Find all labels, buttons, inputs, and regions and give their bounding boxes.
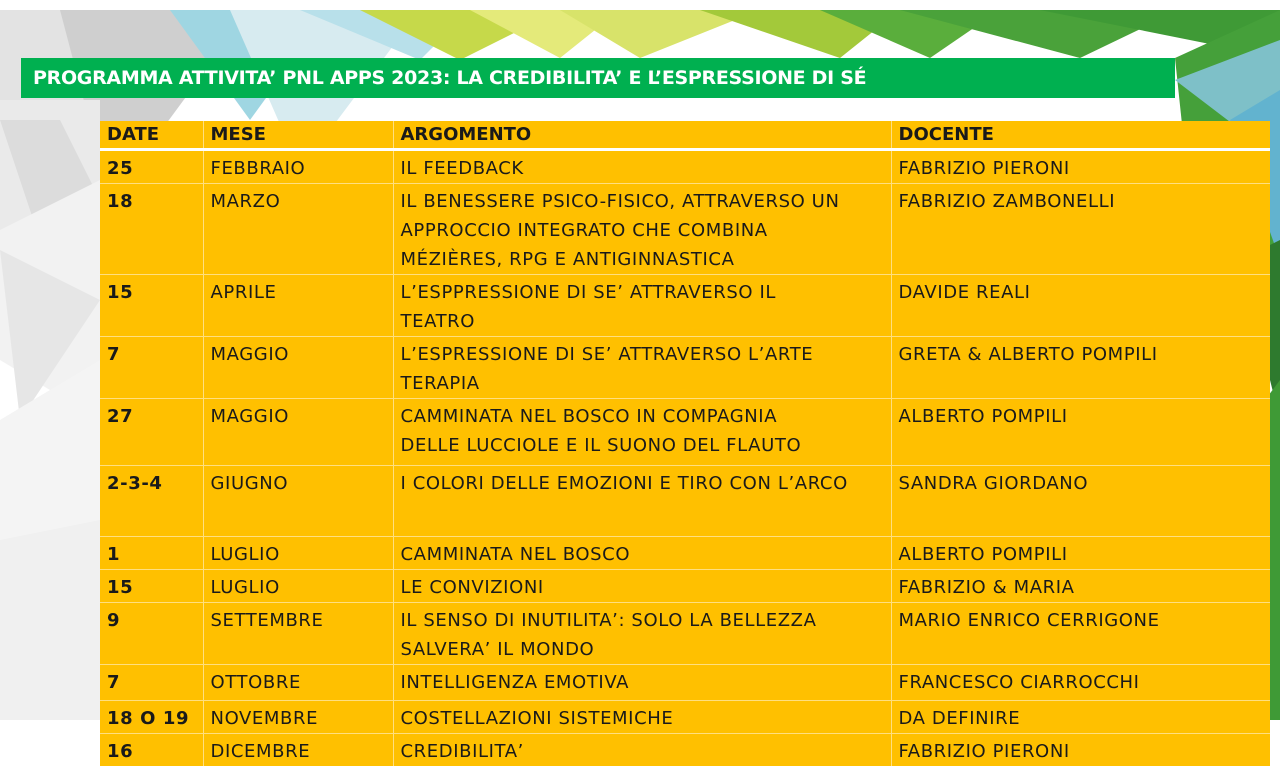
cell-mese: APRILE — [203, 275, 393, 337]
table-row — [100, 150, 1270, 184]
table-row — [100, 184, 1270, 275]
cell-mese: GIUGNO — [203, 466, 393, 537]
argomento-line: LE CONVIZIONI — [401, 573, 884, 602]
table-row — [100, 734, 1270, 766]
cell-mese: LUGLIO — [203, 570, 393, 603]
argomento-line: CAMMINATA NEL BOSCO IN COMPAGNIA — [401, 402, 884, 431]
cell-docente: DA DEFINIRE — [891, 701, 1270, 734]
cell-docente: DAVIDE REALI — [891, 275, 1270, 337]
cell-docente: FABRIZIO PIERONI — [891, 734, 1270, 766]
cell-argomento — [393, 337, 891, 399]
cell-date: 2-3-4 — [100, 466, 203, 537]
cell-docente: FABRIZIO ZAMBONELLI — [891, 184, 1270, 275]
argomento-line: INTELLIGENZA EMOTIVA — [401, 668, 884, 697]
cell-docente: SANDRA GIORDANO — [891, 466, 1270, 537]
cell-docente: FABRIZIO PIERONI — [891, 150, 1270, 184]
cell-date: 27 — [100, 399, 203, 466]
cell-docente: ALBERTO POMPILI — [891, 399, 1270, 466]
argomento-line: TERAPIA — [401, 369, 884, 398]
cell-mese: FEBBRAIO — [203, 150, 393, 184]
cell-mese: MAGGIO — [203, 399, 393, 466]
cell-mese: DICEMBRE — [203, 734, 393, 766]
argomento-line: COSTELLAZIONI SISTEMICHE — [401, 704, 884, 733]
cell-docente: MARIO ENRICO CERRIGONE — [891, 603, 1270, 665]
cell-date: 7 — [100, 337, 203, 399]
argomento-line: TEATRO — [401, 307, 884, 336]
argomento-line: IL BENESSERE PSICO-FISICO, ATTRAVERSO UN — [401, 187, 884, 216]
argomento-line: IL FEEDBACK — [401, 154, 884, 183]
cell-argomento — [393, 466, 891, 537]
argomento-line: SALVERA’ IL MONDO — [401, 635, 884, 664]
cell-mese: MAGGIO — [203, 337, 393, 399]
cell-date: 1 — [100, 537, 203, 570]
table-row — [100, 399, 1270, 466]
cell-mese: LUGLIO — [203, 537, 393, 570]
header-argomento: ARGOMENTO — [393, 121, 891, 150]
cell-date: 15 — [100, 275, 203, 337]
cell-date: 15 — [100, 570, 203, 603]
table-row — [100, 275, 1270, 337]
argomento-line: CREDIBILITA’ — [401, 737, 884, 766]
cell-date: 9 — [100, 603, 203, 665]
cell-docente: ALBERTO POMPILI — [891, 537, 1270, 570]
cell-argomento — [393, 150, 891, 184]
header-docente: DOCENTE — [891, 121, 1270, 150]
table-row — [100, 701, 1270, 734]
cell-docente: GRETA & ALBERTO POMPILI — [891, 337, 1270, 399]
cell-date: 18 O 19 — [100, 701, 203, 734]
table-row — [100, 665, 1270, 701]
cell-argomento — [393, 701, 891, 734]
cell-argomento — [393, 603, 891, 665]
argomento-line: APPROCCIO INTEGRATO CHE COMBINA — [401, 216, 884, 245]
cell-argomento — [393, 275, 891, 337]
argomento-line: IL SENSO DI INUTILITA’: SOLO LA BELLEZZA — [401, 606, 884, 635]
table-row — [100, 603, 1270, 665]
cell-argomento — [393, 537, 891, 570]
argomento-line: DELLE LUCCIOLE E IL SUONO DEL FLAUTO — [401, 431, 884, 460]
argomento-line: I COLORI DELLE EMOZIONI E TIRO CON L’ARCO — [401, 469, 884, 498]
header-mese: MESE — [203, 121, 393, 150]
header-date: DATE — [100, 121, 203, 150]
cell-date: 16 — [100, 734, 203, 766]
table-header-row — [100, 121, 1270, 150]
argomento-line: CAMMINATA NEL BOSCO — [401, 540, 884, 569]
cell-date: 18 — [100, 184, 203, 275]
table-row — [100, 337, 1270, 399]
table-row — [100, 466, 1270, 537]
cell-argomento — [393, 734, 891, 766]
cell-docente: FABRIZIO & MARIA — [891, 570, 1270, 603]
argomento-line: MÉZIÈRES, RPG E ANTIGINNASTICA — [401, 245, 884, 274]
schedule-table — [100, 121, 1270, 766]
cell-argomento — [393, 184, 891, 275]
cell-argomento — [393, 399, 891, 466]
argomento-line: L’ESPPRESSIONE DI SE’ ATTRAVERSO IL — [401, 278, 884, 307]
cell-docente: FRANCESCO CIARROCCHI — [891, 665, 1270, 701]
cell-date: 7 — [100, 665, 203, 701]
table-row — [100, 537, 1270, 570]
cell-date: 25 — [100, 150, 203, 184]
cell-argomento — [393, 665, 891, 701]
cell-mese: SETTEMBRE — [203, 603, 393, 665]
cell-mese: MARZO — [203, 184, 393, 275]
page-title: PROGRAMMA ATTIVITA’ PNL APPS 2023: LA CREDIBILITA’ E L’ESPRESSIONE DI SÉ — [21, 58, 1175, 98]
cell-mese: OTTOBRE — [203, 665, 393, 701]
cell-mese: NOVEMBRE — [203, 701, 393, 734]
cell-argomento — [393, 570, 891, 603]
table-row — [100, 570, 1270, 603]
argomento-line: L’ESPRESSIONE DI SE’ ATTRAVERSO L’ARTE — [401, 340, 884, 369]
